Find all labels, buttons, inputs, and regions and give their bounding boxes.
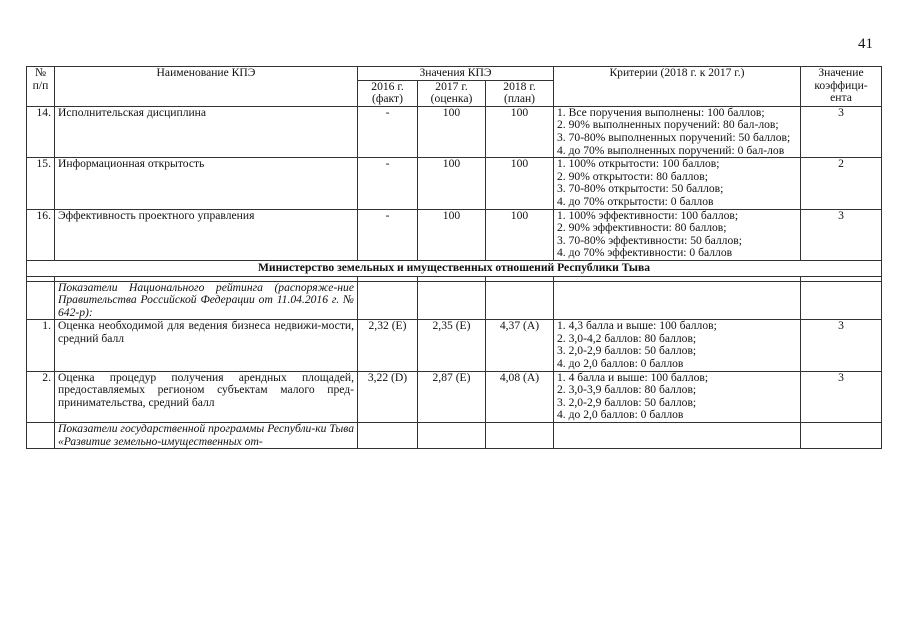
subsection-national-rating: Показатели Национального рейтинга (распоряже-ние Правительства Российской Федерации от 11.04.2016 г. № 642-р): <box>55 281 358 320</box>
table-body-performance <box>27 106 882 260</box>
subsection-state-program: Показатели государственной программы Республи-ки Тыва «Развитие земельно-имущественных от- <box>55 423 358 449</box>
criteria-line: 3. 70-80% открытости: 50 баллов; <box>557 182 724 196</box>
criteria-line: 1. 4 балла и выше: 100 баллов; <box>557 370 709 384</box>
value-2016: 3,22 (D) <box>358 371 418 422</box>
coefficient-value: 3 <box>801 371 882 422</box>
header-coef: Значение коэффици-ента <box>801 67 882 107</box>
header-name: Наименование КПЭ <box>55 67 358 107</box>
table-row <box>27 158 882 209</box>
criteria-line: 1. 100% эффективности: 100 баллов; <box>557 208 739 222</box>
table-body-rating <box>27 320 882 423</box>
criteria-line: 3. 70-80% эффективности: 50 баллов; <box>557 233 742 247</box>
criteria-line: 1. 100% открытости: 100 баллов; <box>557 157 720 171</box>
coefficient-value: 2 <box>801 158 882 209</box>
row-number: 15. <box>27 158 55 209</box>
kpi-table <box>26 66 882 449</box>
value-2017: 2,35 (Е) <box>418 320 486 371</box>
row-number: 2. <box>27 371 55 422</box>
value-2018: 100 <box>486 106 554 157</box>
value-2017: 100 <box>418 209 486 260</box>
table-row <box>27 106 882 157</box>
table-row <box>27 209 882 260</box>
section-title: Министерство земельных и имущественных отношений Республики Тыва <box>27 260 882 276</box>
page-number: 41 <box>858 36 873 52</box>
criteria-line: 1. 4,3 балла и выше: 100 баллов; <box>557 319 717 333</box>
value-2016: 2,32 (Е) <box>358 320 418 371</box>
header-criteria: Критерии (2018 г. к 2017 г.) <box>554 67 801 107</box>
criteria-line: 2. 90% эффективности: 80 баллов; <box>557 221 727 235</box>
subsection-row-national-rating <box>27 281 882 320</box>
criteria-line: 4. до 2,0 баллов: 0 баллов <box>557 357 684 371</box>
value-2016: - <box>358 158 418 209</box>
table-row <box>27 371 882 422</box>
kpi-name: Эффективность проектного управления <box>55 209 358 260</box>
value-2016: - <box>358 209 418 260</box>
header-2018: 2018 г. (план) <box>486 80 554 106</box>
kpi-name: Исполнительская дисциплина <box>55 106 358 157</box>
value-2017: 100 <box>418 158 486 209</box>
value-2018: 4,37 (А) <box>486 320 554 371</box>
value-2017: 100 <box>418 106 486 157</box>
criteria-line: 4. до 70% эффективности: 0 баллов <box>557 246 733 260</box>
row-number: 14. <box>27 106 55 157</box>
criteria-line: 3. 2,0-2,9 баллов: 50 баллов; <box>557 344 697 358</box>
kpi-name: Оценка необходимой для ведения бизнеса недвижи-мости, средний балл <box>55 320 358 371</box>
row-number: 1. <box>27 320 55 371</box>
value-2016: - <box>358 106 418 157</box>
header-num: № п/п <box>27 67 55 107</box>
table-row <box>27 320 882 371</box>
criteria-line: 4. до 70% выполненных поручений: 0 бал-лов <box>557 143 785 157</box>
criteria-line: 2. 90% выполненных поручений: 80 бал-лов; <box>557 118 779 132</box>
criteria-line: 4. до 2,0 баллов: 0 баллов <box>557 408 684 422</box>
value-2018: 100 <box>486 209 554 260</box>
coefficient-value: 3 <box>801 320 882 371</box>
value-2017: 2,87 (Е) <box>418 371 486 422</box>
coefficient-value: 3 <box>801 106 882 157</box>
row-number: 16. <box>27 209 55 260</box>
section-row <box>27 260 882 276</box>
criteria-cell <box>554 158 801 209</box>
criteria-line: 2. 90% открытости: 80 баллов; <box>557 169 708 183</box>
subsection-row-state-program <box>27 423 882 449</box>
criteria-cell <box>554 371 801 422</box>
criteria-line: 3. 70-80% выполненных поручений: 50 баллов; <box>557 130 791 144</box>
header-values-group: Значения КПЭ <box>358 67 554 81</box>
kpi-name: Оценка процедур получения арендных площадей, предоставляемых регионом субъектам малого пред-принимательства, средний балл <box>55 371 358 422</box>
criteria-line: 2. 3,0-3,9 баллов: 80 баллов; <box>557 383 697 397</box>
value-2018: 100 <box>486 158 554 209</box>
criteria-cell <box>554 209 801 260</box>
header-2016: 2016 г. (факт) <box>358 80 418 106</box>
coefficient-value: 3 <box>801 209 882 260</box>
criteria-line: 2. 3,0-4,2 баллов: 80 баллов; <box>557 331 697 345</box>
header-2017: 2017 г. (оценка) <box>418 80 486 106</box>
criteria-line: 4. до 70% открытости: 0 баллов <box>557 194 714 208</box>
criteria-cell <box>554 320 801 371</box>
kpi-name: Информационная открытость <box>55 158 358 209</box>
criteria-cell <box>554 106 801 157</box>
criteria-line: 1. Все поручения выполнены: 100 баллов; <box>557 105 765 119</box>
value-2018: 4,08 (А) <box>486 371 554 422</box>
criteria-line: 3. 2,0-2,9 баллов: 50 баллов; <box>557 395 697 409</box>
